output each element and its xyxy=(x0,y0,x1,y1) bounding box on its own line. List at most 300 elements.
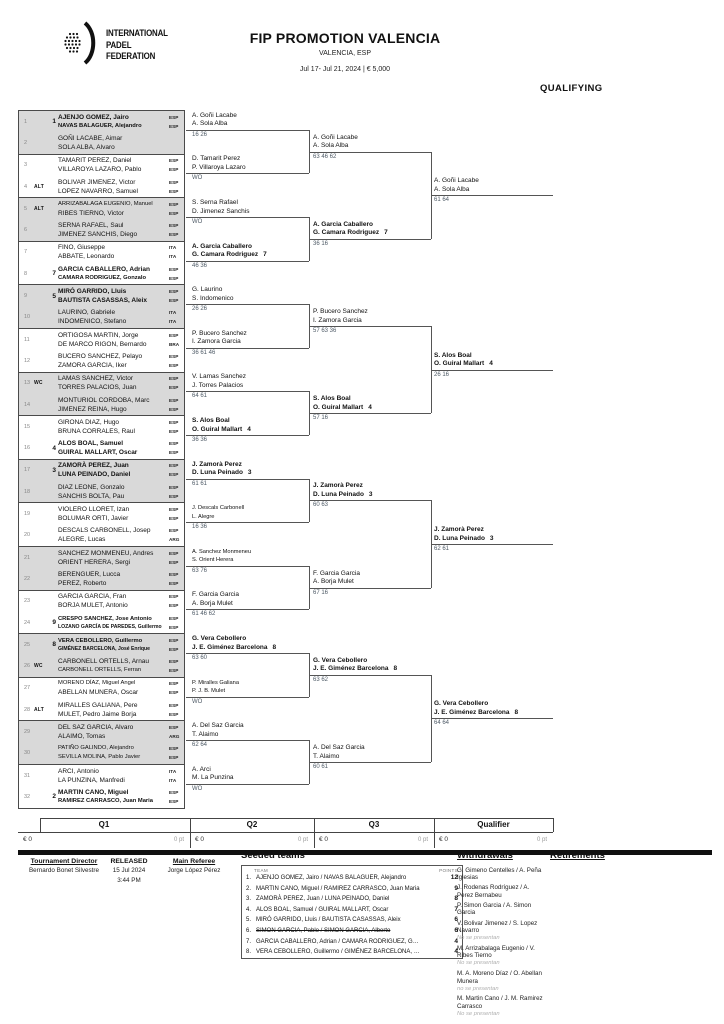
team-name: A. Goñi Lacabe xyxy=(434,177,479,185)
team-name: G. Vera Cebollero xyxy=(192,635,247,642)
team-name: O. Guiral Mallart 4 xyxy=(434,360,493,368)
bracket-line xyxy=(431,718,553,719)
team-name: A. Sola Alba xyxy=(313,142,349,150)
tournament-dates-prize: Jul 17- Jul 21, 2024 | € 5,000 xyxy=(299,66,391,73)
withdrawal-item xyxy=(457,945,547,968)
team-names xyxy=(58,265,169,283)
match-score: 67 16 xyxy=(313,589,329,596)
band-mid-line xyxy=(18,832,553,833)
seeded-team-name: SIMON GARCIA, Pablo / SIMON GARCIA, Alberto xyxy=(256,927,391,934)
slot-number: 19 xyxy=(24,511,31,518)
seeded-col-team: TEAM xyxy=(254,868,268,873)
bracket-line xyxy=(186,173,309,174)
team-name: GARCIA CABALLERO, Adrian xyxy=(58,265,150,273)
bracket-line xyxy=(186,522,309,523)
withdrawal-team: G. Gimeno Centelles / A. Peña Iglesias xyxy=(457,866,542,882)
team-names xyxy=(58,483,169,501)
slot-number: 24 xyxy=(24,619,31,626)
draw-pair xyxy=(18,459,185,504)
team-name: LA PUNZINA, Manfredi xyxy=(58,776,125,784)
match-winner xyxy=(434,526,552,543)
team-names xyxy=(58,592,169,610)
country-code: ITA xyxy=(169,777,177,783)
round-label: Qualifier xyxy=(477,820,510,829)
match-score: 62 61 xyxy=(434,546,450,552)
match-winner xyxy=(192,155,306,172)
match-winner xyxy=(192,461,306,478)
team-names xyxy=(58,113,169,131)
draw-slot xyxy=(19,655,184,676)
seed-rank: 1. xyxy=(246,875,252,881)
withdrawal-item xyxy=(457,920,547,943)
country-code: ESP xyxy=(169,690,179,696)
team-name: RIBES TIERNO, Victor xyxy=(58,209,124,217)
team-name: LAMAS SANCHEZ, Victor xyxy=(58,375,134,383)
match-winner xyxy=(192,722,306,739)
slot-number: 29 xyxy=(24,729,31,736)
match-score: 36 61 46 xyxy=(192,349,216,356)
team-name: VERA CEBOLLERO, Guillermo xyxy=(58,638,143,645)
draw-slot xyxy=(19,198,184,219)
match-winner xyxy=(192,112,306,129)
bracket-line xyxy=(186,609,309,610)
draw-slot xyxy=(19,525,184,546)
seed-number: 4 xyxy=(52,444,56,452)
padel-federation-icon xyxy=(60,20,104,68)
team-names xyxy=(58,374,169,392)
country-code: ESP xyxy=(169,580,179,586)
team-names xyxy=(58,570,169,588)
entry-type-tag: ALT xyxy=(34,205,44,212)
country-code: ESP xyxy=(169,755,179,761)
bracket-line xyxy=(186,391,309,392)
bracket-line xyxy=(431,370,553,371)
seeded-team-row xyxy=(242,884,462,895)
team-name: D. Jimenez Sanchis xyxy=(192,207,250,215)
country-code: ESP xyxy=(169,332,179,338)
team-name: J. E. Giménez Barcelona 8 xyxy=(313,665,398,673)
seed-rank: 7. xyxy=(246,938,252,945)
match-winner xyxy=(434,700,552,717)
draw-slot xyxy=(19,219,184,240)
country-code: ESP xyxy=(169,528,179,534)
draw-pair xyxy=(18,154,185,199)
team-name: P. J. B. Mulet xyxy=(192,688,226,695)
slot-number: 3 xyxy=(24,162,28,169)
withdrawal-team: J. Rodenas Rodríguez / A. Perez Bernabeu xyxy=(457,884,530,899)
bracket-line xyxy=(186,348,309,349)
seed-number: 7 xyxy=(384,229,388,237)
match-score: 36 16 xyxy=(313,240,329,247)
country-code: ESP xyxy=(169,266,179,272)
country-code: ESP xyxy=(169,493,179,499)
country-codes xyxy=(169,374,184,392)
team-name: S. Orient Herera xyxy=(192,557,234,564)
draw-slot xyxy=(19,460,184,481)
match-score: 26 16 xyxy=(434,371,450,378)
bracket-line xyxy=(309,152,431,153)
country-code: ESP xyxy=(169,298,179,304)
federation-name xyxy=(106,28,168,63)
team-name: GOÑI LACABE, Aimar xyxy=(58,134,123,142)
draw-pair xyxy=(18,502,185,547)
team-name: ORIENT HERERA, Sergi xyxy=(58,558,131,566)
team-name: F. Garcia Garcia xyxy=(313,569,360,577)
country-codes xyxy=(169,723,184,741)
match-score: 57 16 xyxy=(313,415,329,422)
team-name: ABELLAN MUNERA, Oscar xyxy=(58,689,139,697)
draw-slot xyxy=(19,111,184,132)
team-name: VILLAROYA LAZARO, Pablo xyxy=(58,166,142,174)
released-block xyxy=(102,858,156,885)
team-name: A. Sanchez Monmeneu xyxy=(192,548,252,555)
team-name: ABBATE, Leonardo xyxy=(58,253,115,261)
bracket-line xyxy=(431,195,553,196)
withdrawal-item xyxy=(457,884,547,899)
country-codes xyxy=(169,287,184,305)
team-names xyxy=(58,637,169,653)
team-name: BOLUMAR ORTI, Javier xyxy=(58,515,129,523)
country-codes xyxy=(169,221,184,239)
country-code: ESP xyxy=(169,516,179,522)
team-name: BRUNA CORRALES, Raul xyxy=(58,427,135,435)
draw-pair xyxy=(18,372,185,417)
team-name: S. Alos Boal xyxy=(434,351,472,359)
draw-slot xyxy=(19,416,184,437)
seed-number: 7 xyxy=(52,270,56,278)
draw-slot xyxy=(19,765,184,786)
draw-slot xyxy=(19,591,184,612)
draw-pair xyxy=(18,764,185,809)
seed-number: 8 xyxy=(52,641,56,649)
ranking-points: 0 pt xyxy=(173,837,184,843)
slot-number: 10 xyxy=(24,314,31,321)
slot-number: 25 xyxy=(24,641,31,648)
prize-money: € 0 xyxy=(23,836,33,843)
bracket-line xyxy=(309,675,431,676)
team-names xyxy=(58,505,169,523)
seeded-teams-table xyxy=(241,865,463,959)
team-name: A. Arci xyxy=(192,765,211,773)
team-name: S. Indomenico xyxy=(192,294,234,302)
seed-rank: 2. xyxy=(246,885,252,892)
team-name: SANCHEZ MONMENEU, Andres xyxy=(58,549,154,557)
match-winner xyxy=(313,744,429,761)
bracket-line xyxy=(186,435,309,436)
draw-pair xyxy=(18,590,185,635)
country-code: ESP xyxy=(169,353,179,359)
released-date: 15 Jul 2024 xyxy=(112,867,146,874)
slot-number: 22 xyxy=(24,575,31,582)
team-names xyxy=(58,723,169,741)
match-score: 57 63 36 xyxy=(313,328,337,334)
withdrawal-team: M. Arrizabalaga Eugenio / V. Ribes Tierno xyxy=(457,944,535,960)
team-name: ZAMORÀ PEREZ, Juan xyxy=(58,462,129,470)
tournament-director-label: Tournament Director xyxy=(30,858,98,865)
seeded-team-points: 6 xyxy=(454,916,458,924)
round-label: Q3 xyxy=(368,820,380,829)
team-name: MONTURIOL CORDOBA, Marc xyxy=(58,396,150,404)
draw-slot xyxy=(19,634,184,655)
team-names xyxy=(58,418,169,436)
draw-slot xyxy=(19,155,184,176)
match-winner xyxy=(192,635,306,652)
seed-rank: 4. xyxy=(246,906,252,913)
country-codes xyxy=(169,592,184,610)
country-code: ITA xyxy=(169,245,177,251)
slot-number: 28 xyxy=(24,706,31,713)
team-name: MORENO DÍAZ, Miguel Angel xyxy=(58,680,136,687)
team-names xyxy=(58,788,169,806)
team-names xyxy=(58,308,169,326)
bracket-line xyxy=(186,217,309,218)
team-name: CAMARA RODRIGUEZ, Gonzalo xyxy=(58,274,147,281)
team-name: J. E. Giménez Barcelona 8 xyxy=(192,643,277,651)
team-name: BOLIVAR JIMENEZ, Victor xyxy=(58,178,136,186)
match-winner xyxy=(434,177,552,194)
country-codes xyxy=(169,461,184,479)
country-code: ARG xyxy=(169,537,180,543)
draw-slot xyxy=(19,373,184,394)
country-code: ESP xyxy=(169,637,179,643)
country-codes xyxy=(169,570,184,588)
withdrawal-note: no se presentan xyxy=(457,985,499,992)
team-name: P. Miralles Galiana xyxy=(192,679,239,686)
slot-number: 11 xyxy=(24,336,30,343)
country-codes xyxy=(169,200,184,218)
country-codes xyxy=(169,657,184,675)
withdrawal-item xyxy=(457,970,547,993)
country-code: ESP xyxy=(169,746,179,752)
match-score: 63 62 xyxy=(313,676,329,683)
seeded-team-row xyxy=(242,947,462,958)
slot-number: 20 xyxy=(24,532,31,539)
tournament-title: FIP PROMOTION VALENCIA xyxy=(249,30,441,46)
country-code: ESP xyxy=(169,711,179,717)
team-name: V. Lamas Sanchez xyxy=(192,373,246,381)
seed-number: 4 xyxy=(489,360,493,368)
team-name: NAVAS BALAGUER, Alejandro xyxy=(58,122,142,129)
match-winner xyxy=(313,221,429,238)
seeded-team-row xyxy=(242,894,462,905)
team-name: TAMARIT PEREZ, Daniel xyxy=(58,157,132,165)
withdrawal-team: M. A. Moreno Díaz / O. Abellan Munera xyxy=(457,969,542,985)
team-name: D. Tamarit Perez xyxy=(192,155,241,163)
team-name: S. Alos Boal xyxy=(192,417,230,424)
team-names xyxy=(58,549,169,567)
seeded-team-name: AJENJO GOMEZ, Jairo / NAVAS BALAGUER, Alejandro xyxy=(256,875,407,881)
team-name: A. Borja Mulet xyxy=(313,578,354,586)
slot-number: 4 xyxy=(24,183,28,190)
country-code: ESP xyxy=(169,571,179,577)
team-name: ORTIGOSA MARTIN, Jorge xyxy=(58,331,139,339)
draw-slot xyxy=(19,437,184,458)
released-label: RELEASED xyxy=(110,858,148,865)
match-winner xyxy=(192,548,306,565)
country-code: ESP xyxy=(169,484,179,490)
team-names xyxy=(58,134,169,152)
match-score: 61 64 xyxy=(434,197,450,204)
seeded-team-points: 12 xyxy=(450,874,458,881)
draw-slot xyxy=(19,329,184,350)
match-score: 63 46 62 xyxy=(313,153,337,160)
team-name: DEL SAZ GARCIA, Alvaro xyxy=(58,724,134,732)
match-score: WO xyxy=(192,785,203,792)
team-name: MIRALLES GALIANA, Pere xyxy=(58,701,138,709)
slot-number: 21 xyxy=(24,554,31,561)
seed-number: 8 xyxy=(393,665,398,673)
prize-money: € 0 xyxy=(439,836,449,843)
country-codes xyxy=(169,265,184,283)
draw-slot xyxy=(19,242,184,263)
slot-number: 30 xyxy=(24,750,31,757)
draw-slot xyxy=(19,394,184,415)
released-time: 3:44 PM xyxy=(117,877,141,884)
draw-slot xyxy=(19,263,184,284)
match-score: 64 61 xyxy=(192,393,208,400)
team-name: J. Torres Palacios xyxy=(192,381,244,389)
entry-type-tag: ALT xyxy=(34,183,44,190)
tournament-director-block xyxy=(24,858,104,875)
bracket-line xyxy=(309,326,431,327)
team-names xyxy=(58,767,169,785)
bracket-line xyxy=(186,261,309,262)
seed-number: 3 xyxy=(247,469,252,477)
team-name: J. Zamorà Perez xyxy=(192,460,242,468)
match-score: 16 26 xyxy=(192,131,208,138)
match-winner xyxy=(192,330,306,347)
draw-slot xyxy=(19,307,184,328)
country-code: ESP xyxy=(169,210,179,216)
country-code: ESP xyxy=(169,702,179,708)
country-codes xyxy=(169,308,184,326)
team-name: CRESPO SANCHEZ, Jose Antonio xyxy=(58,615,152,622)
team-name: A. Garcia Caballero xyxy=(313,220,373,228)
team-name: PEREZ, Roberto xyxy=(58,579,107,587)
seeded-team-points: 4 xyxy=(454,937,458,945)
slot-number: 18 xyxy=(24,488,31,495)
team-name: RAMIREZ CARRASCO, Juan Maria xyxy=(58,797,154,804)
match-winner xyxy=(192,199,306,216)
slot-number: 31 xyxy=(24,772,31,779)
seed-rank: 6. xyxy=(246,927,252,934)
seeded-team-row xyxy=(242,873,462,884)
match-score: WO xyxy=(192,698,203,705)
team-names xyxy=(58,243,169,261)
withdrawal-team: M. Martin Cano / J. M. Ramirez Carrasco xyxy=(457,995,543,1010)
team-name: ARCI, Antonio xyxy=(58,767,99,775)
entry-type-tag: ALT xyxy=(34,706,44,713)
prize-money: € 0 xyxy=(319,836,329,843)
match-winner xyxy=(434,352,552,369)
country-code: ESP xyxy=(169,223,179,229)
team-name: DE MARCO RIGON, Bernardo xyxy=(58,340,147,348)
seed-number: 3 xyxy=(52,466,56,474)
country-code: ITA xyxy=(169,254,177,260)
team-name: MULET, Pedro Jaime Borja xyxy=(58,710,137,718)
country-code: ESP xyxy=(169,397,179,403)
team-names xyxy=(58,657,169,675)
team-names xyxy=(58,526,169,544)
team-name: BUCERO SANCHEZ, Pelayo xyxy=(58,352,143,360)
country-codes xyxy=(169,636,184,654)
withdrawal-item xyxy=(457,867,547,882)
slot-number: 16 xyxy=(24,445,31,452)
team-name: A. Goñi Lacabe xyxy=(313,133,358,141)
country-code: ESP xyxy=(169,406,179,412)
seeded-team-name: GARCIA CABALLERO, Adrian / CAMARA RODRIGUEZ, G… xyxy=(256,938,419,945)
team-name: A. Sola Alba xyxy=(434,185,470,193)
team-name: SEVILLA MOLINA, Pablo Javier xyxy=(58,754,141,761)
slot-number: 23 xyxy=(24,598,31,605)
seed-rank: 3. xyxy=(246,896,252,903)
seed-number: 7 xyxy=(263,251,267,259)
country-code: ESP xyxy=(169,615,179,621)
country-code: ARG xyxy=(169,734,180,740)
bracket-line xyxy=(186,697,309,698)
team-name: D. Luna Peinado 3 xyxy=(192,469,252,477)
seed-number: 1 xyxy=(52,118,56,126)
match-score: 60 61 xyxy=(313,764,329,770)
country-code: ESP xyxy=(169,289,179,295)
round-label: Q1 xyxy=(98,820,110,829)
match-score: 16 36 xyxy=(192,524,208,531)
country-code: ESP xyxy=(169,646,179,652)
seed-number: 2 xyxy=(52,793,56,801)
team-name: S. Alos Boal xyxy=(313,395,351,403)
country-codes xyxy=(169,439,184,457)
seed-rank: 8. xyxy=(246,949,252,956)
country-code: ITA xyxy=(169,768,177,774)
match-winner xyxy=(192,504,306,521)
team-name: SANCHIS BOLTA, Pau xyxy=(58,492,125,500)
country-code: ESP xyxy=(169,201,179,207)
team-name: AJENJO GOMEZ, Jairo xyxy=(58,113,129,121)
slot-number: 1 xyxy=(24,118,28,125)
team-names xyxy=(58,156,169,174)
country-code: ESP xyxy=(169,428,179,434)
team-names xyxy=(58,287,169,305)
team-names xyxy=(58,744,169,762)
country-code: ESP xyxy=(169,668,179,674)
seeded-team-row xyxy=(242,905,462,916)
match-winner xyxy=(313,482,429,499)
team-name: VIOLERO LLORET, Izan xyxy=(58,506,130,514)
country-code: ESP xyxy=(169,507,179,513)
team-names xyxy=(58,331,169,349)
team-name: A. Goñi Lacabe xyxy=(192,111,237,119)
team-names xyxy=(58,200,169,218)
match-winner xyxy=(192,286,306,303)
draw-slot xyxy=(19,547,184,568)
country-code: ESP xyxy=(169,725,179,731)
draw-slot xyxy=(19,176,184,197)
team-name: SERNA RAFAEL, Saul xyxy=(58,222,124,230)
country-codes xyxy=(169,526,184,544)
draw-slot xyxy=(19,699,184,720)
withdrawal-team: P. Simon Garcia / A. Simon Garcia xyxy=(457,901,532,917)
team-name: INDOMENICO, Stefano xyxy=(58,318,127,326)
country-code: ESP xyxy=(169,179,179,185)
band-divider xyxy=(314,818,315,848)
ranking-points: 0 pt xyxy=(297,837,308,843)
team-names xyxy=(58,461,169,479)
draw-slot xyxy=(19,568,184,589)
country-code: ESP xyxy=(169,158,179,164)
match-score: 63 60 xyxy=(192,655,208,661)
team-name: CARBONELL ORTELLS, Arnau xyxy=(58,658,150,666)
team-name: DESCALS CARBONELL, Josep xyxy=(58,527,151,535)
